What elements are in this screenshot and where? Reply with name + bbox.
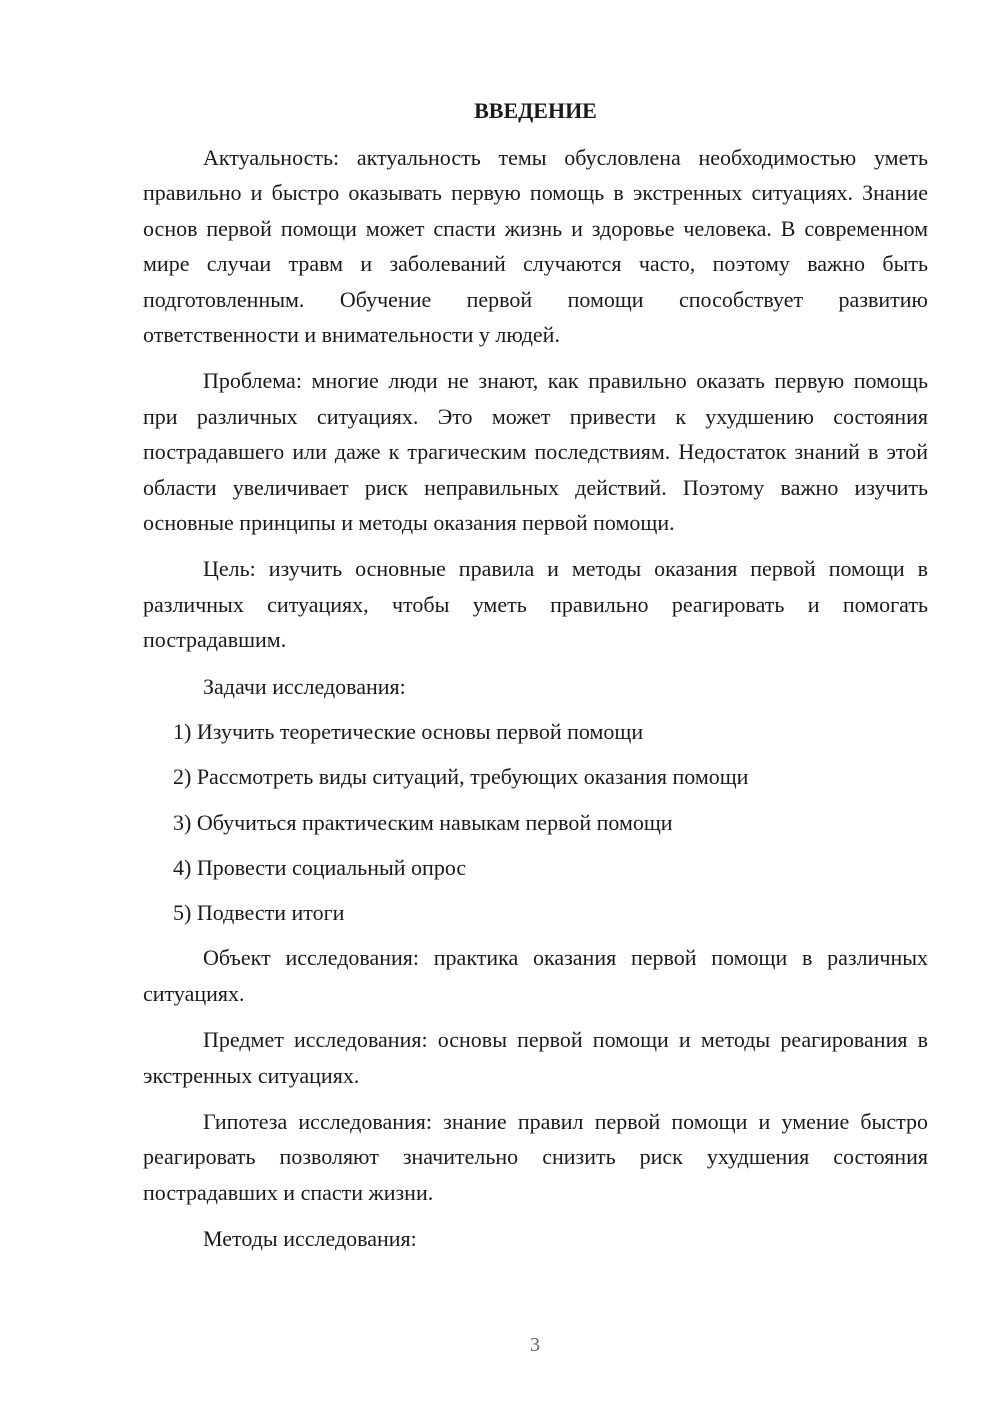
- list-item: 1) Изучить теоретические основы первой помощи: [173, 719, 644, 745]
- document-body: [143, 140, 928, 1268]
- tasks-list: [143, 714, 928, 930]
- list-item: 2) Рассмотреть виды ситуаций, требующих оказания помощи: [173, 764, 749, 790]
- list-item: 5) Подвести итоги: [173, 899, 345, 925]
- list-item: 4) Провести социальный опрос: [173, 854, 467, 880]
- page-number: 3: [530, 1334, 540, 1356]
- paragraph-object: Объект исследования: практика оказания первой помощи в различных ситуациях.: [143, 945, 928, 1006]
- paragraph-subject: Предмет исследования: основы первой помощи и методы реагирования в экстренных ситуациях.: [143, 1027, 928, 1088]
- paragraph-problem: Проблема: многие люди не знают, как правильно оказать первую помощь при различных ситуациях. Это может привести к ухудшению состояния пострадавшего или даже к трагическим последствиям. Недостаток знаний в этой области увеличивает риск неправильных действий. Поэтому важно изучить основные принципы и методы оказания первой помощи.: [143, 368, 928, 536]
- paragraph-tasks-heading: Задачи исследования:: [203, 673, 406, 699]
- paragraph-goal: Цель: изучить основные правила и методы оказания первой помощи в различных ситуациях, чтобы уметь правильно реагировать и помогать пострадавшим.: [143, 556, 928, 653]
- list-item: 3) Обучиться практическим навыкам первой помощи: [173, 809, 673, 835]
- page-title: ВВЕДЕНИЕ: [474, 98, 597, 123]
- paragraph-methods-heading: Методы исследования:: [203, 1226, 417, 1252]
- paragraph-hypothesis: Гипотеза исследования: знание правил первой помощи и умение быстро реагировать позволяют значительно снизить риск ухудшения состояния пострадавших и спасти жизни.: [143, 1108, 928, 1205]
- paragraph-relevance: Актуальность: актуальность темы обусловлена необходимостью уметь правильно и быстро оказывать первую помощь в экстренных ситуациях. Знание основ первой помощи может спасти жизнь и здоровье человека. В современном мире случаи травм и заболеваний случаются часто, поэтому важно быть подготовленным. Обучение первой помощи способствует развитию ответственности и внимательности у людей.: [143, 145, 928, 348]
